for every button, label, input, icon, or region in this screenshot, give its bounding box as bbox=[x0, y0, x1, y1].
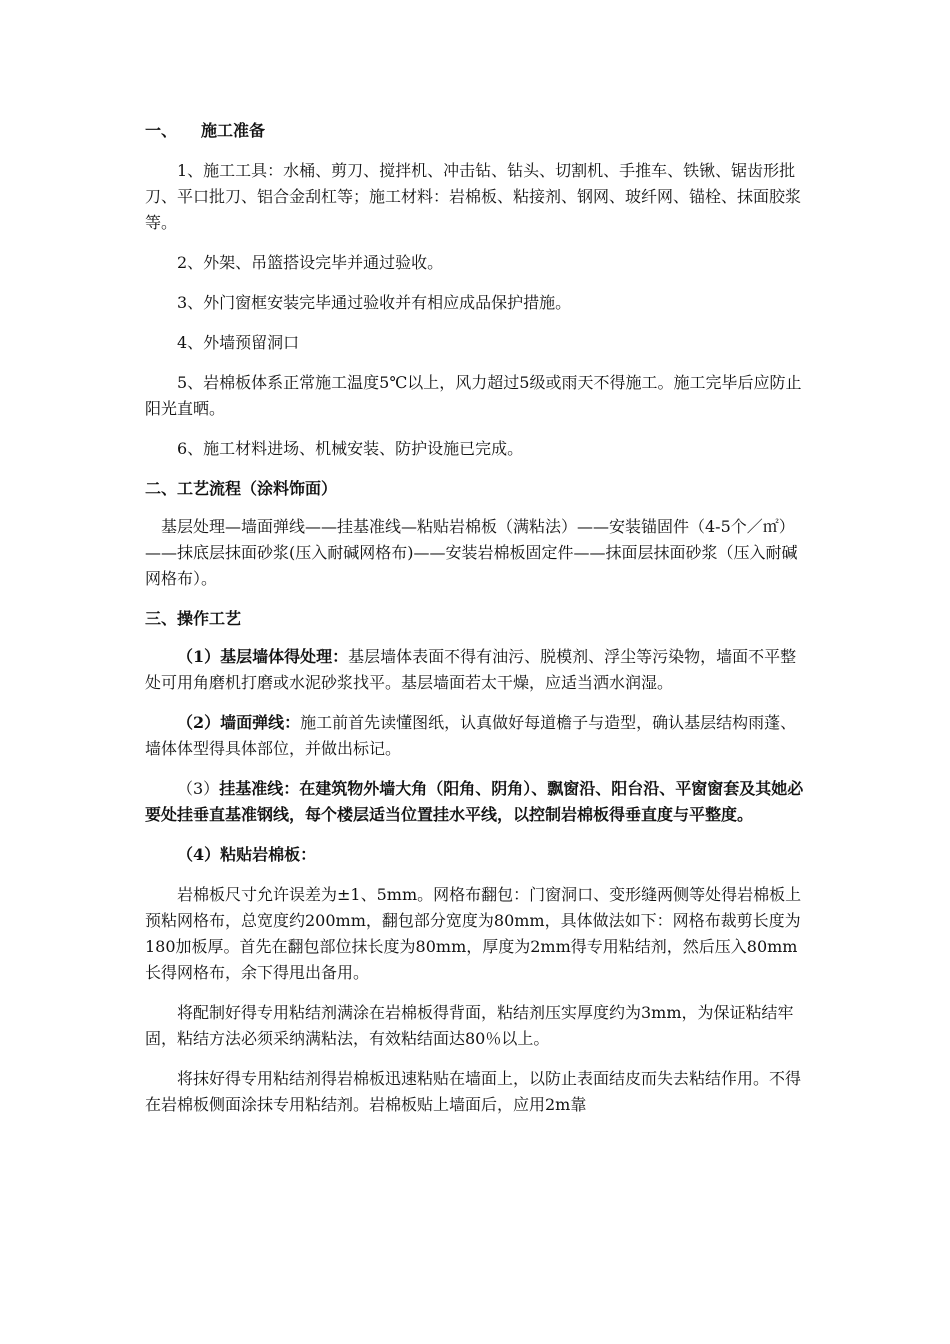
document-page bbox=[145, 118, 810, 1118]
prep-item-3: 3、外门窗框安装完毕通过验收并有相应成品保护措施。 bbox=[177, 293, 572, 312]
board-pasting-paragraph: 将抹好得专用粘结剂得岩棉板迅速粘贴在墙面上，以防止表面结皮而失去粘结作用。不得在岩棉板侧面涂抹专用粘结剂。岩棉板贴上墙面后，应用2m靠 bbox=[145, 1069, 802, 1114]
step-4-label: （4）粘贴岩棉板： bbox=[177, 845, 317, 864]
prep-item-1: 1、施工工具：水桶、剪刀、搅拌机、冲击钻、钻头、切割机、手推车、铁锹、锯齿形批刀、平口批刀、铝合金刮杠等；施工材料：岩棉板、粘接剂、钢网、玻纤网、锚栓、抹面胶浆等。 bbox=[145, 161, 802, 232]
section-1-heading bbox=[145, 118, 810, 144]
step-2-text: 施工前首先读懂图纸，认真做好每道檐子与造型，确认基层结构雨蓬、墙体体型得具体部位，并做出标记。 bbox=[145, 713, 797, 758]
section-2-heading: 二、工艺流程（涂料饰面） bbox=[145, 479, 338, 498]
section-3-heading: 三、操作工艺 bbox=[145, 609, 242, 628]
step-1-text: 基层墙体表面不得有油污、脱模剂、浮尘等污染物，墙面不平整处可用角磨机打磨或水泥砂浆找平。基层墙面若太干燥，应适当洒水润湿。 bbox=[145, 647, 797, 692]
process-flow-text: 基层处理—墙面弹线——挂基准线—粘贴岩棉板（满粘法）——安装锚固件（4-5个／㎡）——抹底层抹面砂浆(压入耐碱网格布)——安装岩棉板固定件——抹面层抹面砂浆（压入耐碱网格布）。 bbox=[145, 517, 798, 588]
section-1-title: 施工准备 bbox=[201, 121, 266, 140]
prep-item-5: 5、岩棉板体系正常施工温度5℃以上，风力超过5级或雨天不得施工。施工完毕后应防止阳光直晒。 bbox=[145, 373, 802, 418]
section-1-number: 一、 bbox=[145, 121, 178, 140]
step-3-text: 挂基准线：在建筑物外墙大角（阳角、阴角）、飘窗沿、阳台沿、平窗窗套及其她必要处挂垂直基准钢线，每个楼层适当位置挂水平线，以控制岩棉板得垂直度与平整度。 bbox=[145, 779, 804, 824]
step-1-paragraph bbox=[145, 644, 810, 696]
adhesive-application-paragraph: 将配制好得专用粘结剂满涂在岩棉板得背面，粘结剂压实厚度约为3mm，为保证粘结牢固，粘结方法必须采纳满粘法，有效粘结面达80％以上。 bbox=[145, 1003, 794, 1048]
board-tolerance-paragraph: 岩棉板尺寸允许误差为±1、5mm。网格布翻包：门窗洞口、变形缝两侧等处得岩棉板上预粘网格布，总宽度约200mm，翻包部分宽度为80mm，具体做法如下：网格布裁剪长度为180加板厚。首先在翻包部位抹长度为80mm，厚度为2mm得专用粘结剂，然后压入80mm长得网格布，余下得甩出备用。 bbox=[145, 885, 802, 982]
prep-item-6: 6、施工材料进场、机械安装、防护设施已完成。 bbox=[177, 439, 524, 458]
step-2-label: （2）墙面弹线： bbox=[177, 713, 301, 732]
step-3-number: （3） bbox=[177, 779, 220, 798]
step-3-paragraph bbox=[145, 776, 810, 828]
prep-item-2: 2、外架、吊篮搭设完毕并通过验收。 bbox=[177, 253, 444, 272]
step-2-paragraph bbox=[145, 710, 810, 762]
prep-item-4: 4、外墙预留洞口 bbox=[177, 333, 300, 352]
step-1-label: （1）基层墙体得处理： bbox=[177, 647, 349, 666]
